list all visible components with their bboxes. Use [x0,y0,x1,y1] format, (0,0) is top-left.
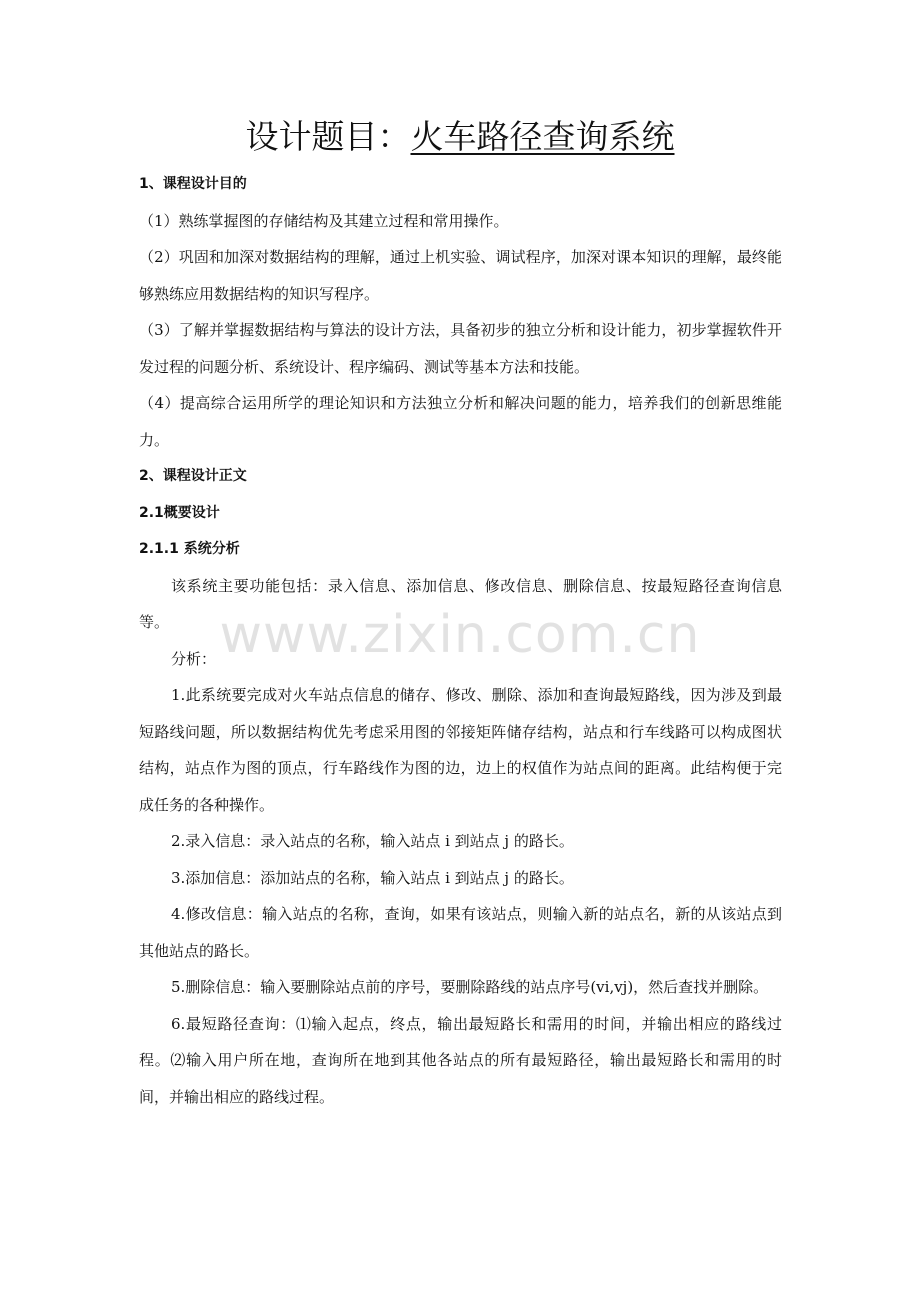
system-intro: 该系统主要功能包括：录入信息、添加信息、修改信息、删除信息、按最短路径查询信息等。 [139,576,782,631]
analysis-point-5: 5.删除信息：输入要删除站点前的序号，要删除路线的站点序号(vi,vj)，然后查找并删除。 [171,978,769,996]
analysis-point-3: 3.添加信息：添加站点的名称，输入站点 i 到站点 j 的路长。 [171,868,574,887]
section-1-heading: 1、课程设计目的 [139,176,247,192]
objective-item-4: （4）提高综合运用所学的理论知识和方法独立分析和解决问题的能力，培养我们的创新思维能力。 [139,394,782,449]
objective-item-1: （1）熟练掌握图的存储结构及其建立过程和常用操作。 [139,211,509,230]
analysis-point-2: 2.录入信息：录入站点的名称，输入站点 i 到站点 j 的路长。 [171,832,574,850]
section-2-1-heading: 2.1概要设计 [139,504,220,521]
title-prefix: 设计题目： [245,117,411,156]
title-name: 火车路径查询系统 [410,117,675,156]
watermark: www.zixin.com.cn [219,605,701,665]
objective-item-3: （3）了解并掌握数据结构与算法的设计方法，具备初步的独立分析和设计能力，初步掌握软件开发过程的问题分析、系统设计、程序编码、测试等基本方法和技能。 [139,321,782,376]
analysis-point-6: 6.最短路径查询：⑴输入起点，终点，输出最短路长和需用的时间，并输出相应的路线过程。⑵输入用户所在地，查询所在地到其他各站点的所有最短路径，输出最短路长和需用的时间，并输出相应的路线过程。 [139,1014,782,1106]
analysis-point-1: 1.此系统要完成对火车站点信息的储存、修改、删除、添加和查询最短路线，因为涉及到最短路线问题，所以数据结构优先考虑采用图的邻接矩阵储存结构，站点和行车线路可以构成图状结构，站点作为图的顶点，行车路线作为图的边，边上的权值作为站点间的距离。此结构便于完成任务的各种操作。 [139,686,782,814]
document-body [139,166,782,1115]
objective-item-2: （2）巩固和加深对数据结构的理解，通过上机实验、调试程序，加深对课本知识的理解，最终能够熟练应用数据结构的知识写程序。 [139,248,782,303]
document-title [0,113,920,161]
section-2-heading: 2、课程设计正文 [139,468,247,484]
section-2-1-1-heading: 2.1.1 系统分析 [139,541,240,557]
analysis-label: 分析： [171,649,217,668]
analysis-point-4: 4.修改信息：输入站点的名称，查询，如果有该站点，则输入新的站点名，新的从该站点到其他站点的路长。 [139,905,782,960]
